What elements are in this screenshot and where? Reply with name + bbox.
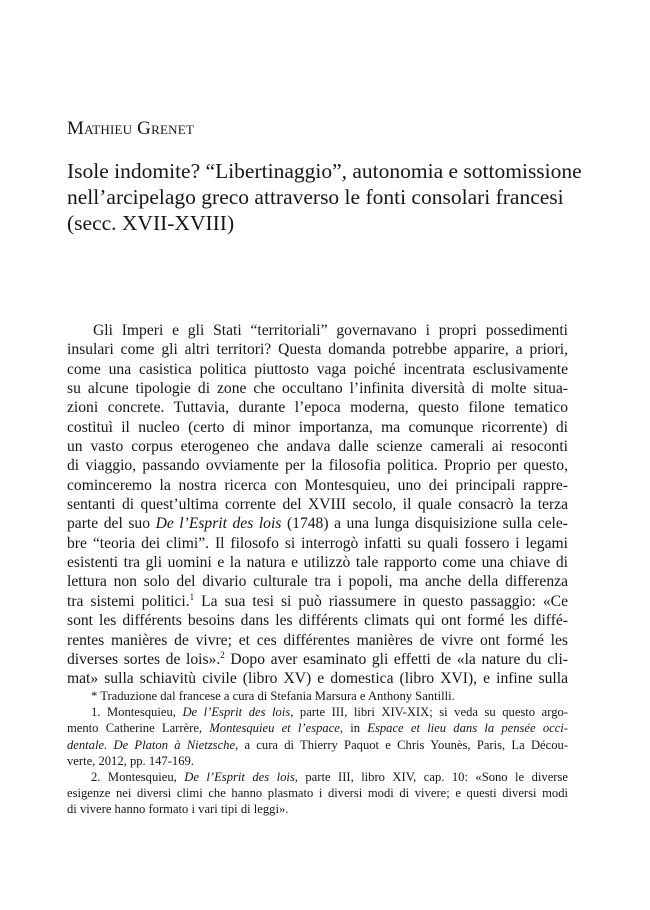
footnote-1-line — [67, 737, 568, 753]
body-line: bre “teoria dei climi”. Il filosofo si interrogò infatti su quali fossero i legami — [67, 534, 568, 552]
chapter-title-line: nell’arcipelago greco attraverso le fonti consolari francesi — [67, 185, 564, 209]
body-text-fragment: parte del suo — [67, 515, 150, 533]
cited-work-title: De l’Esprit des lois — [182, 705, 291, 720]
body-line: su alcune tipologie di zone che occultano l’infinita diversità di molte situa- — [67, 380, 568, 398]
body-line: costituì il nucleo (certo di minor importanza, ma comunque ricorrente) di — [67, 418, 568, 436]
cited-work-title: Montesquieu et l’espace — [209, 721, 340, 736]
footnotes — [67, 688, 568, 818]
body-line: sont les différents besoins dans les différents climats qui ont formé les diffé- — [67, 612, 568, 630]
body-text-fragment: La sua tesi si può riassumere in questo passaggio: «Ce — [201, 592, 568, 610]
footnote-text: 2. Montesquieu, — [91, 769, 177, 784]
footnote-1-line — [67, 704, 568, 720]
body-line: rentes manières de vivre; et ces différentes manières de vivre ont formé les — [67, 631, 568, 649]
footnote-1-line: verte, 2012, pp. 147-169. — [67, 753, 194, 768]
body-text — [67, 321, 568, 689]
body-line: cominceremo la nostra ricerca con Montesquieu, uno dei principali rappre- — [67, 476, 568, 494]
body-line: sentanti di quest’ultima corrente del XVIII secolo, il quale consacrò la terza — [67, 496, 568, 514]
footnote-1-line — [67, 720, 568, 736]
body-line: Gli Imperi e gli Stati “territoriali” governavano i propri possedimenti — [93, 322, 568, 339]
author-name: Mathieu Grenet — [67, 118, 194, 139]
body-text-fragment: Dopo aver esaminato gli effetti de «la nature du cli- — [230, 650, 568, 668]
body-line: zioni concrete. Tuttavia, durante l’epoca moderna, questo filone tematico — [67, 399, 568, 417]
footnote-text: , a cura di Thierry Paquot e Chris Younès, Paris, La Décou- — [235, 737, 568, 752]
body-line — [67, 650, 568, 669]
body-line — [67, 514, 568, 533]
footnote-text: , in — [339, 721, 361, 736]
body-line: di viaggio, passando ovviamente per la filosofia politica. Proprio per questo, — [67, 457, 568, 475]
cited-work-title: dentale. De Platon à Nietzsche — [67, 737, 236, 752]
footnote-star: * Traduzione dal francese a cura di Stefania Marsura e Anthony Santilli. — [91, 689, 455, 703]
chapter-title-line: (secc. XVII-XVIII) — [67, 211, 235, 235]
footnote-2-line: di vivere hanno formato i vari tipi di leggi». — [67, 802, 289, 817]
footnote-ref[interactable]: 2 — [220, 649, 225, 660]
body-line: un vasto corpus eterogeneo che andava dalle scienze camerali ai resoconti — [67, 438, 568, 456]
footnote-text: , parte III, libro XIV, cap. 10: «Sono le diverse — [294, 769, 568, 784]
footnote-ref[interactable]: 1 — [189, 591, 195, 602]
footnote-text: , parte III, libri XIV-XIX; si veda su questo argo- — [290, 705, 568, 720]
body-line — [67, 592, 568, 611]
body-text-fragment: (1748) a una lunga disquisizione sulla cele- — [286, 515, 568, 533]
chapter-title — [67, 158, 587, 236]
footnote-2-line: esigenze nei diversi climi che hanno plasmato i diversi modi di vivere; e questi diversi modi — [67, 786, 568, 801]
body-text-fragment: tra sistemi politici. — [67, 592, 190, 610]
body-line: lettura non solo del divario culturale tra i popoli, ma anche della differenza — [67, 573, 568, 591]
cited-work-title: De l’Esprit des lois — [155, 515, 282, 533]
footnote-2-line — [67, 769, 568, 785]
cited-work-title: De l’Esprit des lois — [184, 769, 295, 784]
body-line: insulari come gli altri territori? Questa domanda potrebbe apparire, a priori, — [67, 341, 568, 359]
body-line: mat» sulla schiavitù civile (libro XV) e domestica (libro XVI), e infine sulla — [67, 670, 568, 688]
cited-work-title: Espace et lieu dans la pensée occi- — [367, 721, 568, 736]
body-text-fragment: diverses sortes de lois». — [67, 650, 221, 668]
body-line: esistenti tra gli uomini e la natura e utilizzò tale rapporto come una chiave di — [67, 554, 568, 572]
footnote-text: mento Catherine Larrère, — [67, 721, 203, 736]
chapter-title-line: Isole indomite? “Libertinaggio”, autonomia e sottomissione — [67, 159, 582, 183]
body-line: come una casistica politica piuttosto vaga poiché incentrata esclusivamente — [67, 360, 568, 378]
footnote-text: 1. Montesquieu, — [91, 705, 176, 720]
